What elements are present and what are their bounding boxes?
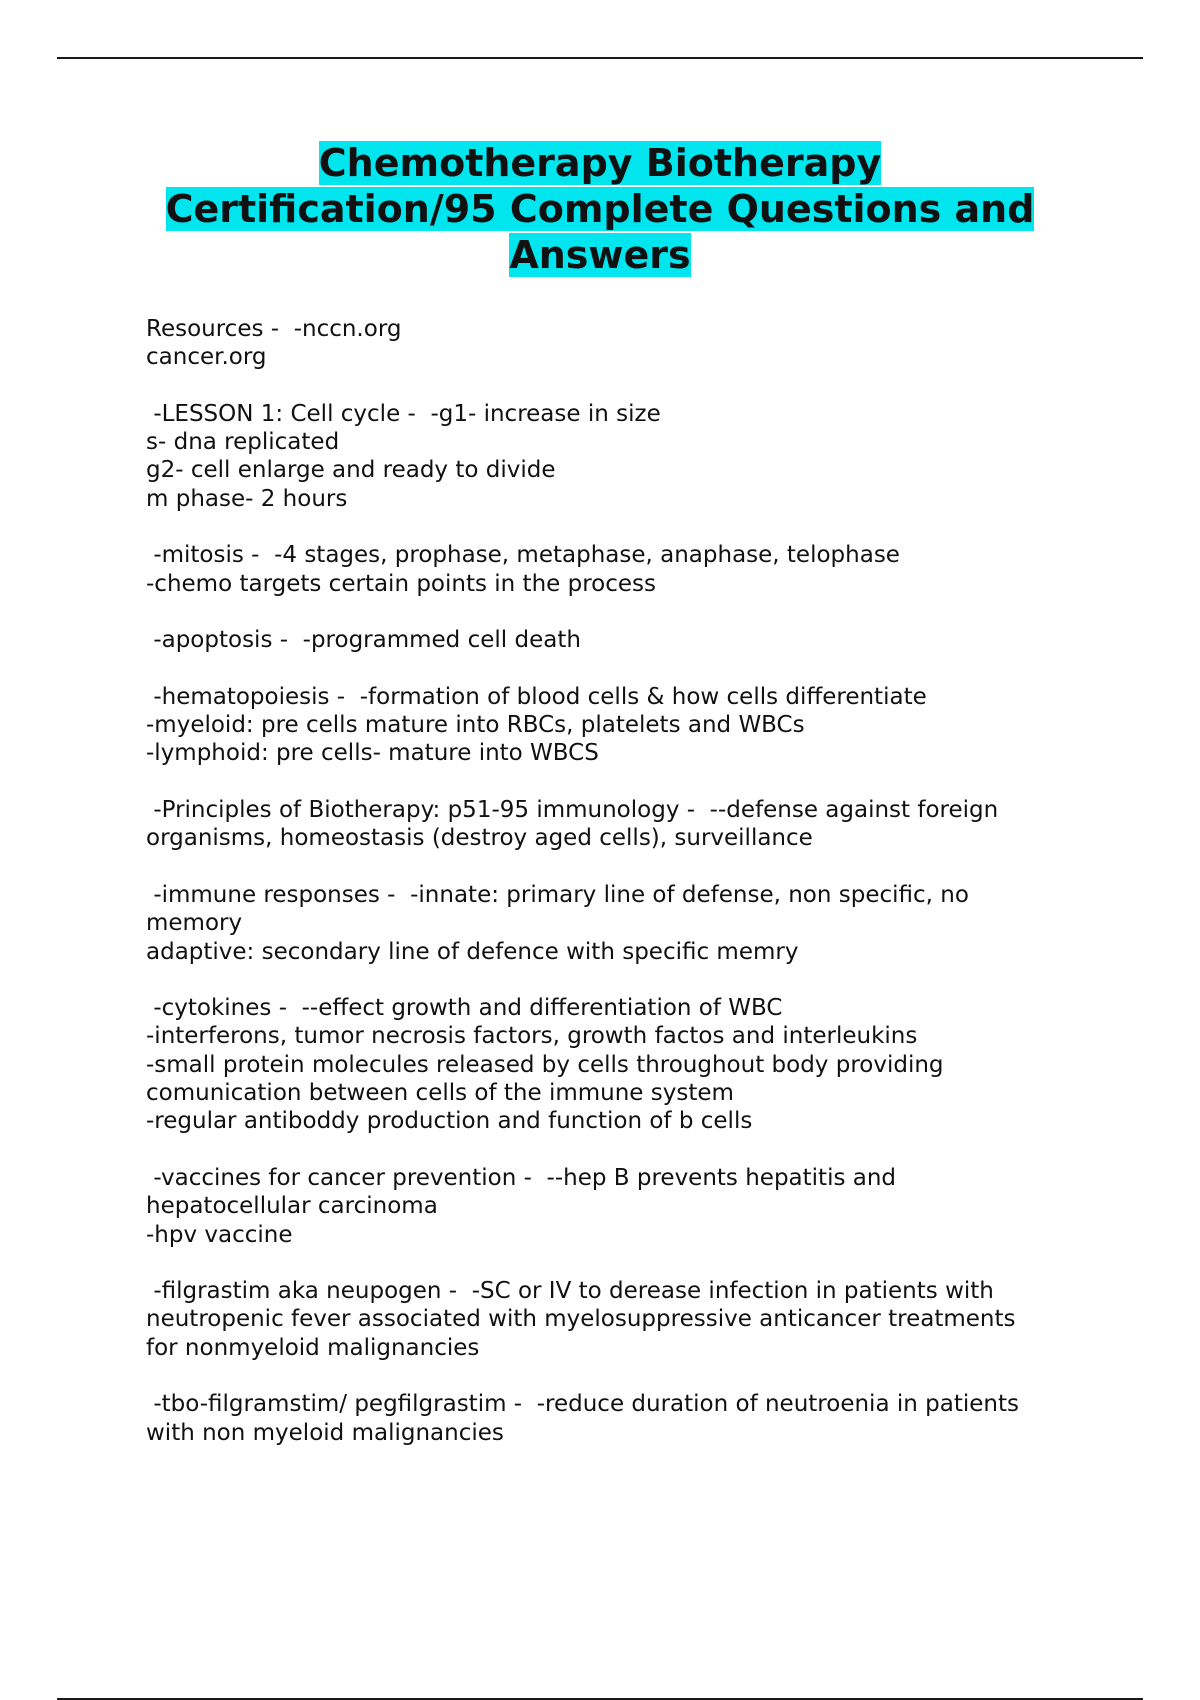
entry-line: -interferons, tumor necrosis factors, growth factos and interleukins [146,1023,918,1050]
qa-entry [146,796,1096,853]
entry-line: g2- cell enlarge and ready to divide [146,457,556,484]
entry-line: cancer.org [146,344,267,371]
qa-entry [146,315,1096,372]
header-rule [57,57,1143,59]
entry-line: -lymphoid: pre cells- mature into WBCS [146,740,599,767]
entry-line: -chemo targets certain points in the process [146,570,656,597]
qa-entry [146,881,1096,966]
entry-line: -regular antiboddy production and function of b cells [146,1108,753,1135]
title-line-1: Chemotherapy Biotherapy [318,141,882,185]
title-line-2: Certification/95 Complete Questions and [165,187,1035,231]
entry-line: memory [146,910,243,937]
entry-line: -tbo-filgramstim/ pegfilgrastim - -reduce duration of neutroenia in patients [146,1391,1019,1418]
entry-line: adaptive: secondary line of defence with specific memry [146,938,799,965]
title-line-3: Answers [509,233,691,277]
qa-entry [146,541,1096,598]
entry-line: -filgrastim aka neupogen - -SC or IV to derease infection in patients with [146,1278,994,1305]
entry-line: -hematopoiesis - -formation of blood cells & how cells differentiate [146,683,927,710]
qa-entry [146,683,1096,768]
entry-line: -cytokines - --effect growth and differentiation of WBC [146,995,783,1022]
qa-entry [146,1164,1096,1249]
entry-line: comunication between cells of the immune system [146,1080,734,1107]
entry-line: -immune responses - -innate: primary line of defense, non specific, no [146,881,969,908]
document-body [146,315,1096,1475]
entry-line: for nonmyeloid malignancies [146,1334,480,1361]
qa-entry [146,626,1096,654]
entry-line: Resources - -nccn.org [146,316,402,342]
entry-line: m phase- 2 hours [146,485,348,512]
qa-entry [146,1277,1096,1362]
entry-line: -apoptosis - -programmed cell death [146,627,581,654]
entry-line: -mitosis - -4 stages, prophase, metaphase, anaphase, telophase [146,542,900,569]
entry-line: -hpv vaccine [146,1221,293,1248]
entry-line: s- dna replicated [146,429,340,456]
entry-line: -small protein molecules released by cells throughout body providing [146,1051,944,1078]
document-title [100,140,1100,278]
entry-line: with non myeloid malignancies [146,1419,504,1446]
entry-line: neutropenic fever associated with myelosuppressive anticancer treatments [146,1306,1016,1333]
entry-line: -Principles of Biotherapy: p51-95 immunology - --defense against foreign [146,797,999,824]
qa-entry [146,994,1096,1135]
entry-line: -vaccines for cancer prevention - --hep B prevents hepatitis and [146,1164,897,1191]
entry-line: hepatocellular carcinoma [146,1193,438,1220]
qa-entry [146,400,1096,513]
qa-entry [146,1390,1096,1447]
entry-line: organisms, homeostasis (destroy aged cells), surveillance [146,825,813,852]
entry-line: -myeloid: pre cells mature into RBCs, platelets and WBCs [146,712,805,739]
entry-line: -LESSON 1: Cell cycle - -g1- increase in size [146,400,661,427]
